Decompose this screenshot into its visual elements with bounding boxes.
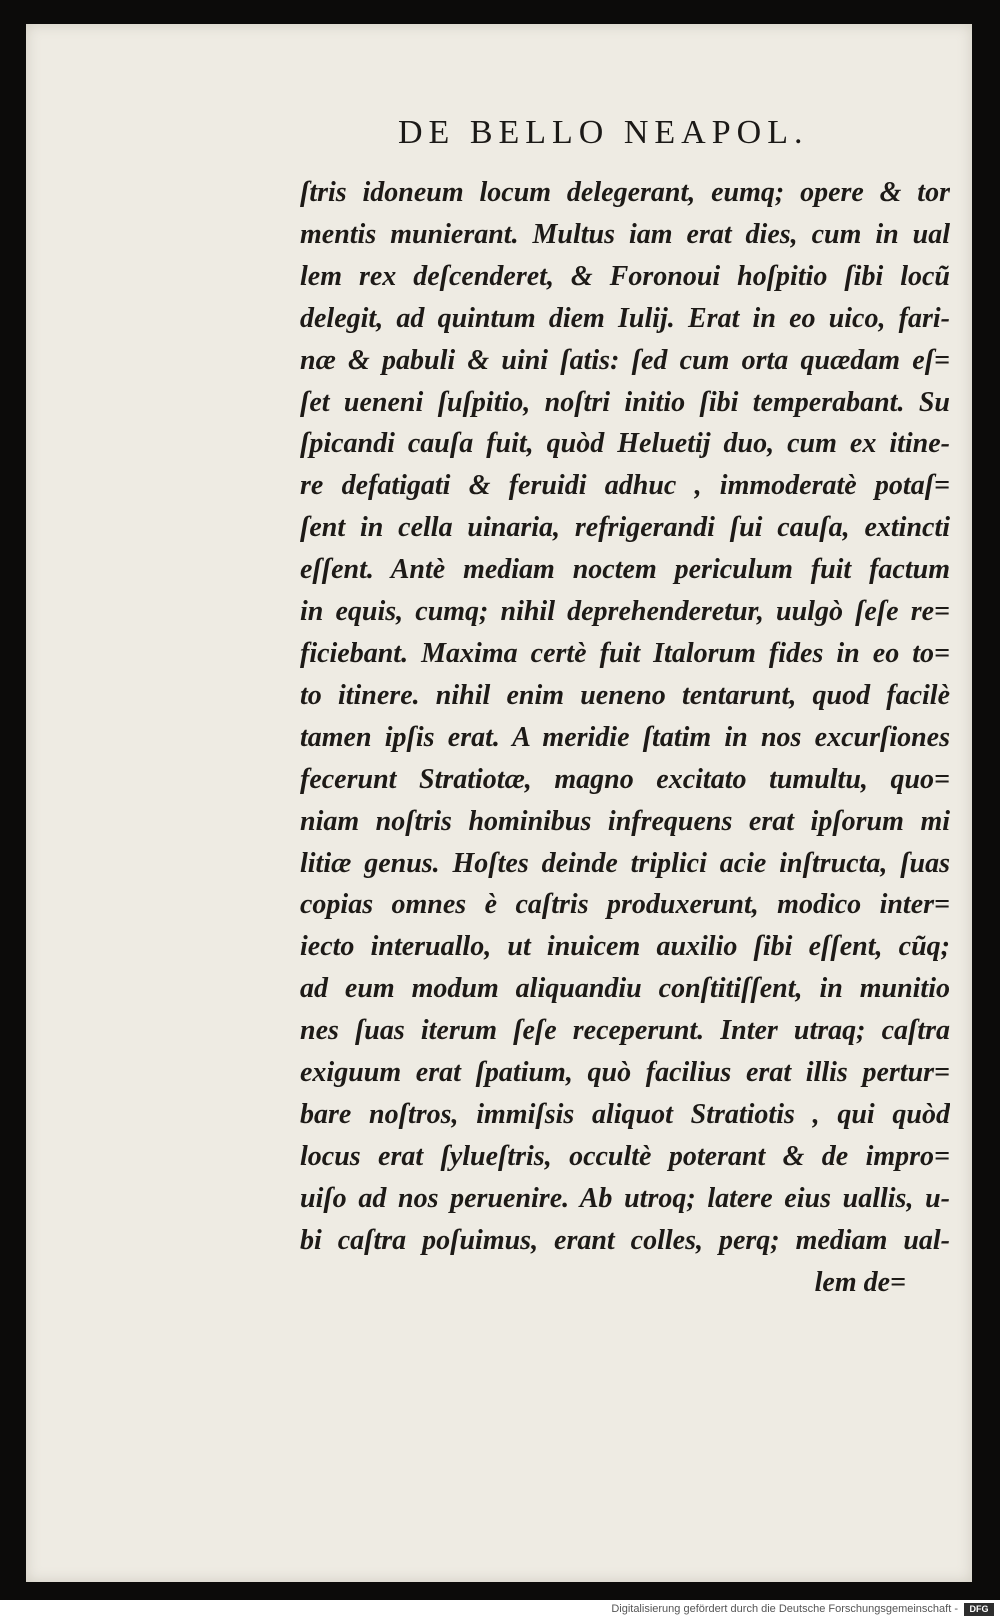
text-line: ad eum modum aliquandiu conſtitiſſent, in munitio [300,973,950,1005]
catchword: lem de= [814,1266,906,1298]
footer-bar [0,1600,1000,1619]
text-line: locus erat ſylueſtris, occultè poterant & de impro= [300,1140,950,1172]
text-line: næ & pabuli & uini ſatis: ſed cum orta quædam eſ= [300,344,950,376]
text-line: in equis, cumq; nihil deprehenderetur, uulgò ſeſe re= [300,596,950,628]
text-line: ſet ueneni ſuſpitio, noſtri initio ſibi temperabant. Su [300,386,950,418]
text-line: lem rex deſcenderet, & Foronoui hoſpitio ſibi locũ [300,260,950,292]
text-line: re defatigati & feruidi adhuc , immoderatè potaſ= [300,470,950,502]
text-line: eſſent. Antè mediam noctem periculum fuit factum [300,554,950,586]
text-line: ſtris idoneum locum delegerant, eumq; opere & tor [300,177,950,208]
text-line: fecerunt Stratiotæ, magno excitato tumultu, quo= [300,763,950,795]
text-line: bare noſtros, immiſsis aliquot Stratiotis , qui quòd [300,1098,950,1130]
text-line: copias omnes è caſtris produxerunt, modico inter= [300,889,950,921]
text-line: niam noſtris hominibus infrequens erat ipſorum mi [300,805,950,837]
text-line: litiæ genus. Hoſtes deinde triplici acie inſtructa, ſuas [300,847,950,879]
text-line: iecto interuallo, ut inuicem auxilio ſibi eſſent, cũq; [300,931,950,963]
body-text [300,172,950,1303]
funding-credit: Digitalisierung gefördert durch die Deutsche Forschungsgemeinschaft - [611,1603,958,1615]
text-line: tamen ipſis erat. A meridie ſtatim in nos excurſiones [300,721,950,753]
text-line: to itinere. nihil enim ueneno tentarunt, quod facilè [300,679,950,711]
text-line: exiguum erat ſpatium, quò facilius erat illis pertur= [300,1057,950,1089]
book-page [26,24,972,1582]
text-line: mentis munierant. Multus iam erat dies, cum in ual [300,218,950,250]
text-line: delegit, ad quintum diem Iulij. Erat in eo uico, fari- [300,302,950,334]
text-line: nes ſuas iterum ſeſe receperunt. Inter utraq; caſtra [300,1015,950,1047]
running-title: DE BELLO NEAPOL. [398,114,809,151]
text-line: ſent in cella uinaria, refrigerandi ſui cauſa, extincti [300,512,950,544]
text-line: bi caſtra poſuimus, erant colles, perq; mediam ual- [300,1224,950,1256]
dfg-logo-icon: DFG [964,1603,994,1616]
text-line: ficiebant. Maxima certè fuit Italorum fides in eo to= [300,637,950,669]
text-line: uiſo ad nos peruenire. Ab utroq; latere eius uallis, u- [300,1182,950,1214]
text-line: ſpicandi cauſa fuit, quòd Heluetij duo, cum ex itine- [300,428,950,460]
